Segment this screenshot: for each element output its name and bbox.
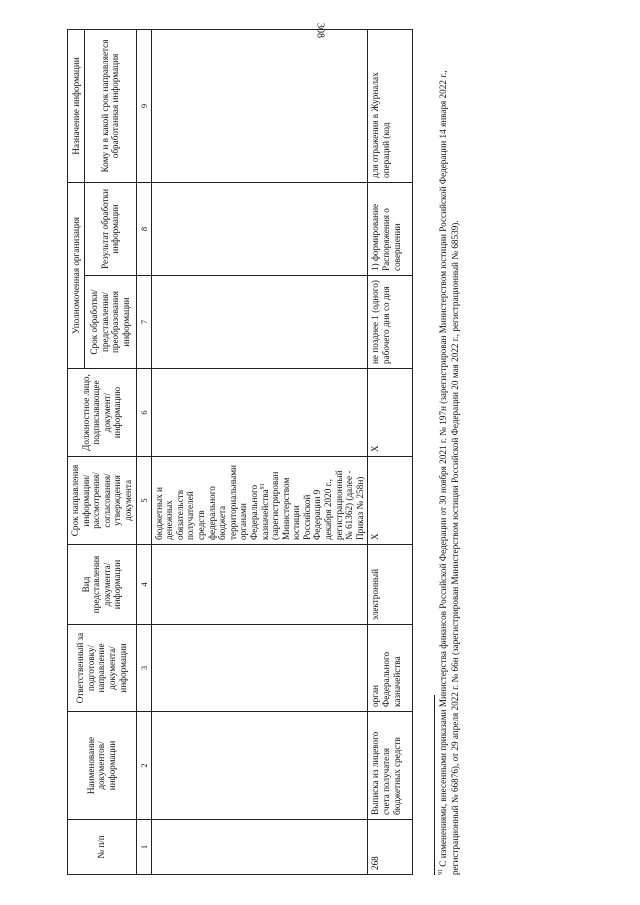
header-recipient: Кому и в какой срок направляется обработанная информация: [84, 29, 136, 182]
cell-empty: [151, 29, 368, 182]
footnote-reference: 91: [259, 483, 266, 490]
col-number: 5: [136, 457, 151, 545]
col-number: 8: [136, 182, 151, 275]
col-number: 6: [136, 369, 151, 457]
official-value: Х: [368, 369, 413, 457]
document-table: [67, 29, 413, 875]
column-number-row: [136, 29, 151, 874]
col-number: 4: [136, 545, 151, 625]
table-row: [368, 29, 413, 874]
continuation-term-text-rest: (зарегистрирован Министерством юстиции Российской Федерации 9 декабря 2020 г., регистрационный № 61362) (далее - Приказ № 258н): [270, 470, 365, 540]
col-number: 3: [136, 625, 151, 712]
document-name: Выписка из лицевого счета получателя бюджетных средств: [368, 712, 413, 820]
processing-result: 1) формирование Распоряжения о совершении: [368, 182, 413, 275]
header-form: Вид представления документа/ информации: [68, 545, 137, 625]
col-number: 2: [136, 712, 151, 820]
footnote-body: С изменениями, внесенными приказами Министерства финансов Российской Федерации от 30 ноября 2021 г. № 197н (зарегистрирован Министерством юстиции Российской Федерации 14 января 2022 г., регистрационный № 66876), от 29 апреля 2022 г. № 66н (зарегистрирован Министерством юстиции Российской Федерации 20 мая 2022 г., регистрационный № 68539).: [438, 70, 460, 875]
cell-empty: [151, 182, 368, 275]
continuation-term-cell: [151, 457, 368, 545]
rotated-content: [67, 30, 522, 875]
header-group-org: Уполномоченная организация: [68, 182, 85, 368]
cell-empty: [151, 276, 368, 369]
header-row-1: [68, 29, 85, 874]
row-number: 268: [368, 820, 413, 875]
continuation-term-text: бюджетных и денежных обязательств получателей средств федерального бюджета территориальными органами Федерального казначейства: [153, 465, 270, 540]
col-number: 7: [136, 276, 151, 369]
footnote-text: [438, 30, 461, 875]
submission-form: электронный: [368, 545, 413, 625]
term-value: Х: [368, 457, 413, 545]
responsible-party: орган Федерального казначейства: [368, 625, 413, 712]
footnote: [434, 30, 461, 875]
processing-term: не позднее 1 (одного) рабочего дня со дня: [368, 276, 413, 369]
footnote-divider: [434, 695, 435, 875]
col-number: 1: [136, 820, 151, 875]
cell-empty: [151, 545, 368, 625]
col-number: 9: [136, 29, 151, 182]
header-responsible: Ответственный за подготовку/ направление документа/ информации: [68, 625, 137, 712]
recipient-info: для отражения в Журналах операций (код: [368, 29, 413, 182]
cell-empty: [151, 712, 368, 820]
header-official: Должностное лицо, подписывающее документ/ информацию: [68, 369, 137, 457]
header-group-purpose: Назначение информации: [68, 29, 85, 182]
page-number: 308: [314, 23, 326, 38]
header-name: Наименование документов/ информации: [68, 712, 137, 820]
footnote-mark: 91: [437, 869, 444, 875]
header-result: Результат обработки информации: [84, 182, 136, 275]
header-term: Срок направления информации/ рассмотрения/ согласования/ утверждения документа: [68, 457, 137, 545]
header-num: № п/п: [68, 820, 137, 875]
continuation-row: [151, 29, 368, 874]
cell-empty: [151, 369, 368, 457]
cell-empty: [151, 820, 368, 875]
cell-empty: [151, 625, 368, 712]
header-processing-term: Срок обработки/ представления/ преобразования информации: [84, 276, 136, 369]
